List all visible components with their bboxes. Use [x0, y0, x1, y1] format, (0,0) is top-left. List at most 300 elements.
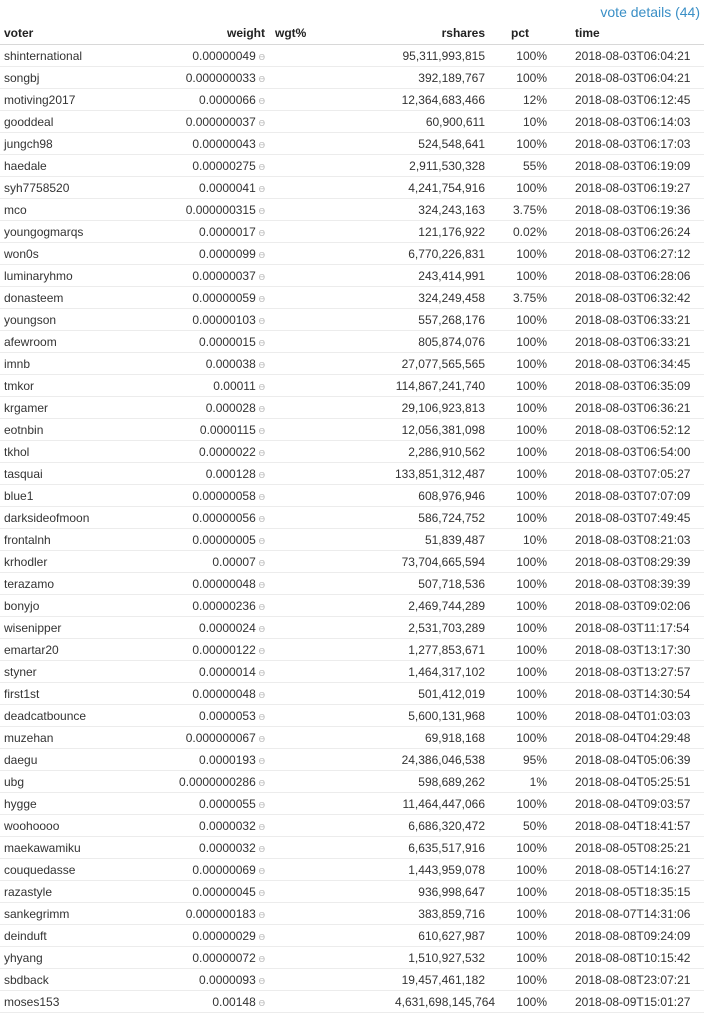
vote-rshares-text: 2,911,530,328	[409, 158, 485, 173]
sbd-currency-icon: ϴ	[258, 96, 265, 106]
vote-rshares-text: 11,464,447,066	[402, 796, 485, 811]
voter-link[interactable]	[0, 89, 139, 111]
col-header-wgt-pct[interactable]: wgt%	[265, 22, 395, 45]
vote-wgt-pct	[265, 705, 395, 727]
voter-link-text: yhyang	[4, 950, 43, 965]
vote-row	[0, 595, 704, 617]
vote-pct	[485, 441, 555, 463]
vote-rshares	[395, 837, 485, 859]
voter-link[interactable]	[0, 419, 139, 441]
voter-link[interactable]	[0, 287, 139, 309]
vote-pct	[485, 903, 555, 925]
vote-row	[0, 287, 704, 309]
voter-link[interactable]	[0, 441, 139, 463]
vote-pct-text: 100%	[516, 994, 547, 1009]
vote-pct	[485, 837, 555, 859]
vote-time	[555, 727, 704, 749]
vote-wgt-pct	[265, 661, 395, 683]
voter-link[interactable]	[0, 815, 139, 837]
voter-link[interactable]	[0, 771, 139, 793]
vote-time	[555, 89, 704, 111]
vote-pct-text: 12%	[522, 92, 547, 107]
voter-link[interactable]	[0, 397, 139, 419]
vote-pct-text: 100%	[516, 928, 547, 943]
vote-weight	[139, 45, 265, 67]
vote-time-text: 2018-08-08T23:07:21	[575, 972, 691, 987]
vote-time-text: 2018-08-07T14:31:06	[575, 906, 691, 921]
vote-time-text: 2018-08-03T06:33:21	[575, 312, 691, 327]
vote-pct-text: 10%	[522, 114, 547, 129]
voter-link[interactable]	[0, 133, 139, 155]
voter-link-text: imnb	[4, 356, 31, 371]
voter-link[interactable]	[0, 793, 139, 815]
voter-link-text: haedale	[4, 158, 47, 173]
sbd-currency-icon: ϴ	[258, 690, 265, 700]
vote-wgt-pct	[265, 133, 395, 155]
vote-row	[0, 177, 704, 199]
vote-time	[555, 155, 704, 177]
voter-link-text: wisenipper	[4, 620, 62, 635]
vote-weight-text: 0.00000029	[192, 928, 256, 943]
vote-rshares	[395, 89, 485, 111]
vote-weight	[139, 815, 265, 837]
vote-weight-text: 0.0000099	[199, 246, 256, 261]
vote-time-text: 2018-08-03T06:12:45	[575, 92, 691, 107]
vote-rshares	[395, 573, 485, 595]
vote-weight	[139, 199, 265, 221]
voter-link-text: tmkor	[4, 378, 34, 393]
vote-wgt-pct	[265, 441, 395, 463]
vote-time-text: 2018-08-03T06:36:21	[575, 400, 691, 415]
vote-pct-text: 100%	[516, 840, 547, 855]
voter-link[interactable]	[0, 111, 139, 133]
vote-pct-text: 3.75%	[512, 290, 547, 305]
voter-link[interactable]	[0, 617, 139, 639]
vote-time-text: 2018-08-03T06:52:12	[575, 422, 691, 437]
vote-weight-text: 0.00000058	[192, 488, 256, 503]
vote-wgt-pct	[265, 903, 395, 925]
voter-link[interactable]	[0, 727, 139, 749]
voter-link[interactable]	[0, 485, 139, 507]
vote-pct-text: 100%	[516, 356, 547, 371]
vote-time	[555, 309, 704, 331]
vote-time	[555, 573, 704, 595]
vote-row	[0, 265, 704, 287]
voter-link-text: emartar20	[4, 642, 59, 657]
sbd-currency-icon: ϴ	[258, 932, 265, 942]
voter-link[interactable]	[0, 199, 139, 221]
vote-time-text: 2018-08-03T08:29:39	[575, 554, 691, 569]
vote-weight-text: 0.0000053	[199, 708, 256, 723]
vote-weight	[139, 331, 265, 353]
vote-weight-text: 0.000038	[205, 356, 256, 371]
vote-wgt-pct	[265, 111, 395, 133]
vote-row	[0, 947, 704, 969]
voter-link[interactable]	[0, 529, 139, 551]
vote-rshares-text: 69,918,168	[424, 730, 485, 745]
vote-weight	[139, 837, 265, 859]
vote-weight-text: 0.0000015	[199, 334, 256, 349]
vote-pct	[485, 617, 555, 639]
vote-wgt-pct	[265, 353, 395, 375]
col-header-rshares[interactable]: rshares	[395, 22, 485, 45]
col-header-weight[interactable]: weight	[139, 22, 265, 45]
voter-link-text: eotnbin	[4, 422, 44, 437]
vote-rshares	[395, 705, 485, 727]
vote-rshares-text: 608,976,946	[418, 488, 485, 503]
voter-link[interactable]	[0, 595, 139, 617]
sbd-currency-icon: ϴ	[258, 118, 265, 128]
vote-row	[0, 375, 704, 397]
voter-link-text: donasteem	[4, 290, 64, 305]
vote-rshares-text: 610,627,987	[418, 928, 485, 943]
voter-link-text: tkhol	[4, 444, 30, 459]
vote-time-text: 2018-08-03T13:27:57	[575, 664, 691, 679]
vote-pct-text: 95%	[522, 752, 547, 767]
sbd-currency-icon: ϴ	[258, 470, 265, 480]
vote-rshares	[395, 683, 485, 705]
voter-link[interactable]	[0, 45, 139, 67]
voter-link[interactable]	[0, 331, 139, 353]
sbd-currency-icon: ϴ	[258, 844, 265, 854]
vote-rshares	[395, 771, 485, 793]
vote-rshares-text: 586,724,752	[418, 510, 485, 525]
vote-rshares	[395, 155, 485, 177]
voter-link[interactable]	[0, 507, 139, 529]
vote-weight	[139, 397, 265, 419]
voter-link[interactable]	[0, 837, 139, 859]
vote-time	[555, 331, 704, 353]
vote-pct	[485, 221, 555, 243]
vote-wgt-pct	[265, 485, 395, 507]
vote-wgt-pct	[265, 991, 395, 1013]
voter-link[interactable]	[0, 925, 139, 947]
voter-link-text: terazamo	[4, 576, 55, 591]
vote-row	[0, 705, 704, 727]
vote-wgt-pct	[265, 793, 395, 815]
vote-weight-text: 0.0000000286	[179, 774, 256, 789]
vote-rshares-text: 114,867,241,740	[395, 378, 485, 393]
sbd-currency-icon: ϴ	[258, 668, 265, 678]
vote-time-text: 2018-08-04T05:06:39	[575, 752, 691, 767]
vote-weight-text: 0.0000093	[199, 972, 256, 987]
vote-rshares	[395, 397, 485, 419]
vote-pct	[485, 639, 555, 661]
sbd-currency-icon: ϴ	[258, 426, 265, 436]
vote-wgt-pct	[265, 287, 395, 309]
col-header-pct[interactable]: pct	[485, 22, 555, 45]
vote-time-text: 2018-08-03T06:19:09	[575, 158, 691, 173]
vote-pct	[485, 969, 555, 991]
vote-pct	[485, 155, 555, 177]
voter-link[interactable]	[0, 661, 139, 683]
vote-rshares-text: 243,414,991	[418, 268, 485, 283]
vote-rshares	[395, 947, 485, 969]
vote-weight	[139, 881, 265, 903]
vote-weight-text: 0.00007	[212, 554, 256, 569]
vote-time-text: 2018-08-04T05:25:51	[575, 774, 691, 789]
voter-link[interactable]	[0, 353, 139, 375]
vote-rshares	[395, 881, 485, 903]
voter-link[interactable]	[0, 309, 139, 331]
vote-rshares	[395, 375, 485, 397]
voter-link[interactable]	[0, 903, 139, 925]
vote-pct-text: 100%	[516, 686, 547, 701]
vote-wgt-pct	[265, 683, 395, 705]
voter-link[interactable]	[0, 969, 139, 991]
voter-link[interactable]	[0, 221, 139, 243]
vote-rshares-text: 12,056,381,098	[401, 422, 485, 437]
vote-time-text: 2018-08-05T08:25:21	[575, 840, 691, 855]
vote-pct	[485, 991, 555, 1013]
vote-weight-text: 0.0000024	[199, 620, 256, 635]
vote-time	[555, 221, 704, 243]
vote-time	[555, 925, 704, 947]
vote-rshares-text: 598,689,262	[418, 774, 485, 789]
vote-wgt-pct	[265, 463, 395, 485]
vote-rshares-text: 121,176,922	[418, 224, 485, 239]
vote-wgt-pct	[265, 749, 395, 771]
voter-link[interactable]	[0, 375, 139, 397]
vote-weight	[139, 67, 265, 89]
vote-row	[0, 419, 704, 441]
vote-weight	[139, 727, 265, 749]
vote-time	[555, 815, 704, 837]
vote-pct-text: 100%	[516, 334, 547, 349]
vote-wgt-pct	[265, 969, 395, 991]
vote-weight	[139, 89, 265, 111]
voter-link-text: deinduft	[4, 928, 47, 943]
voter-link[interactable]	[0, 859, 139, 881]
voter-link[interactable]	[0, 155, 139, 177]
vote-pct-text: 100%	[516, 466, 547, 481]
vote-time	[555, 793, 704, 815]
vote-time-text: 2018-08-03T08:39:39	[575, 576, 691, 591]
vote-row	[0, 639, 704, 661]
vote-weight	[139, 969, 265, 991]
vote-weight	[139, 507, 265, 529]
vote-wgt-pct	[265, 265, 395, 287]
vote-pct-text: 100%	[516, 642, 547, 657]
vote-rshares	[395, 309, 485, 331]
voter-link[interactable]	[0, 243, 139, 265]
vote-pct	[485, 771, 555, 793]
vote-pct-text: 100%	[516, 180, 547, 195]
sbd-currency-icon: ϴ	[258, 756, 265, 766]
vote-rshares-text: 95,311,993,815	[402, 48, 485, 63]
vote-weight-text: 0.0000032	[199, 840, 256, 855]
vote-wgt-pct	[265, 925, 395, 947]
vote-pct	[485, 89, 555, 111]
sbd-currency-icon: ϴ	[258, 734, 265, 744]
vote-rshares-text: 6,686,320,472	[408, 818, 485, 833]
voter-link[interactable]	[0, 573, 139, 595]
vote-rshares	[395, 661, 485, 683]
voter-link[interactable]	[0, 881, 139, 903]
vote-time	[555, 45, 704, 67]
vote-time	[555, 287, 704, 309]
vote-weight	[139, 441, 265, 463]
voter-link-text: styner	[4, 664, 37, 679]
vote-row	[0, 661, 704, 683]
voter-link-text: darksideofmoon	[4, 510, 90, 525]
vote-time-text: 2018-08-05T18:35:15	[575, 884, 691, 899]
vote-details-link[interactable]: vote details (44)	[600, 4, 700, 20]
sbd-currency-icon: ϴ	[258, 866, 265, 876]
vote-row	[0, 485, 704, 507]
sbd-currency-icon: ϴ	[258, 514, 265, 524]
vote-wgt-pct	[265, 837, 395, 859]
vote-pct-text: 100%	[516, 400, 547, 415]
vote-rshares-text: 324,249,458	[418, 290, 485, 305]
voter-link[interactable]	[0, 177, 139, 199]
voter-link[interactable]	[0, 947, 139, 969]
vote-wgt-pct	[265, 859, 395, 881]
sbd-currency-icon: ϴ	[258, 646, 265, 656]
vote-rshares-text: 1,464,317,102	[408, 664, 485, 679]
vote-time-text: 2018-08-03T06:32:42	[575, 290, 691, 305]
vote-weight	[139, 661, 265, 683]
vote-rshares	[395, 749, 485, 771]
vote-time-text: 2018-08-04T09:03:57	[575, 796, 691, 811]
vote-pct	[485, 859, 555, 881]
voter-link-text: songbj	[4, 70, 40, 85]
sbd-currency-icon: ϴ	[258, 778, 265, 788]
sbd-currency-icon: ϴ	[258, 294, 265, 304]
vote-pct	[485, 507, 555, 529]
vote-rshares	[395, 331, 485, 353]
vote-time	[555, 947, 704, 969]
vote-rshares	[395, 287, 485, 309]
vote-row	[0, 133, 704, 155]
vote-pct-text: 100%	[516, 972, 547, 987]
vote-wgt-pct	[265, 551, 395, 573]
vote-wgt-pct	[265, 727, 395, 749]
vote-weight-text: 0.0000055	[199, 796, 256, 811]
col-header-time[interactable]: time	[555, 22, 704, 45]
vote-pct-text: 100%	[516, 510, 547, 525]
voter-link-text: mco	[4, 202, 27, 217]
vote-weight	[139, 793, 265, 815]
vote-time-text: 2018-08-03T06:14:03	[575, 114, 691, 129]
vote-time	[555, 243, 704, 265]
voter-link[interactable]	[0, 265, 139, 287]
vote-time-text: 2018-08-04T04:29:48	[575, 730, 691, 745]
vote-pct	[485, 705, 555, 727]
vote-row	[0, 353, 704, 375]
vote-time-text: 2018-08-03T06:54:00	[575, 444, 691, 459]
vote-time-text: 2018-08-03T06:17:03	[575, 136, 691, 151]
vote-weight	[139, 243, 265, 265]
vote-pct-text: 100%	[516, 554, 547, 569]
vote-weight	[139, 705, 265, 727]
vote-weight	[139, 925, 265, 947]
vote-pct	[485, 331, 555, 353]
vote-pct-text: 100%	[516, 378, 547, 393]
vote-time	[555, 991, 704, 1013]
sbd-currency-icon: ϴ	[258, 206, 265, 216]
sbd-currency-icon: ϴ	[258, 492, 265, 502]
voter-link[interactable]	[0, 705, 139, 727]
vote-wgt-pct	[265, 221, 395, 243]
vote-rshares	[395, 441, 485, 463]
vote-row	[0, 507, 704, 529]
vote-weight	[139, 683, 265, 705]
vote-pct-text: 100%	[516, 730, 547, 745]
vote-weight-text: 0.0000115	[199, 422, 256, 437]
vote-rshares-text: 2,286,910,562	[408, 444, 485, 459]
vote-rshares	[395, 243, 485, 265]
vote-rshares-text: 383,859,716	[418, 906, 485, 921]
col-header-voter[interactable]: voter	[0, 22, 139, 45]
voter-link[interactable]	[0, 67, 139, 89]
vote-wgt-pct	[265, 309, 395, 331]
vote-row	[0, 463, 704, 485]
vote-weight-text: 0.00000048	[192, 686, 256, 701]
sbd-currency-icon: ϴ	[258, 800, 265, 810]
voter-link[interactable]	[0, 463, 139, 485]
vote-row	[0, 727, 704, 749]
vote-rshares-text: 507,718,536	[418, 576, 485, 591]
vote-weight-text: 0.0000041	[199, 180, 256, 195]
sbd-currency-icon: ϴ	[258, 74, 265, 84]
vote-time-text: 2018-08-03T06:19:27	[575, 180, 691, 195]
sbd-currency-icon: ϴ	[258, 976, 265, 986]
vote-pct	[485, 463, 555, 485]
voter-link[interactable]	[0, 551, 139, 573]
vote-pct-text: 50%	[522, 818, 547, 833]
voter-link-text: gooddeal	[4, 114, 54, 129]
vote-pct	[485, 419, 555, 441]
vote-pct	[485, 397, 555, 419]
vote-pct	[485, 881, 555, 903]
vote-weight	[139, 221, 265, 243]
voter-link-text: luminaryhmo	[4, 268, 73, 283]
vote-wgt-pct	[265, 881, 395, 903]
voter-link[interactable]	[0, 991, 139, 1013]
vote-weight-text: 0.0000032	[199, 818, 256, 833]
vote-pct-text: 100%	[516, 906, 547, 921]
voter-link-text: tasquai	[4, 466, 43, 481]
vote-rshares	[395, 529, 485, 551]
vote-time-text: 2018-08-03T06:19:36	[575, 202, 691, 217]
vote-weight-text: 0.000000183	[185, 906, 256, 921]
vote-rshares	[395, 419, 485, 441]
vote-weight	[139, 639, 265, 661]
sbd-currency-icon: ϴ	[258, 558, 265, 568]
voter-link[interactable]	[0, 683, 139, 705]
voter-link-text: afewroom	[4, 334, 57, 349]
voter-link[interactable]	[0, 749, 139, 771]
votes-table-header	[0, 22, 704, 45]
vote-row	[0, 67, 704, 89]
vote-rshares-text: 936,998,647	[418, 884, 485, 899]
voter-link[interactable]	[0, 639, 139, 661]
vote-rshares-text: 24,386,046,538	[401, 752, 485, 767]
vote-wgt-pct	[265, 595, 395, 617]
voter-link-text: moses153	[4, 994, 60, 1009]
vote-time	[555, 661, 704, 683]
sbd-currency-icon: ϴ	[258, 382, 265, 392]
vote-time-text: 2018-08-08T09:24:09	[575, 928, 691, 943]
vote-rshares-text: 5,600,131,968	[408, 708, 485, 723]
vote-time-text: 2018-08-04T01:03:03	[575, 708, 691, 723]
vote-pct-text: 100%	[516, 884, 547, 899]
vote-rshares-text: 6,635,517,916	[408, 840, 485, 855]
vote-row	[0, 155, 704, 177]
vote-pct	[485, 111, 555, 133]
vote-row	[0, 793, 704, 815]
